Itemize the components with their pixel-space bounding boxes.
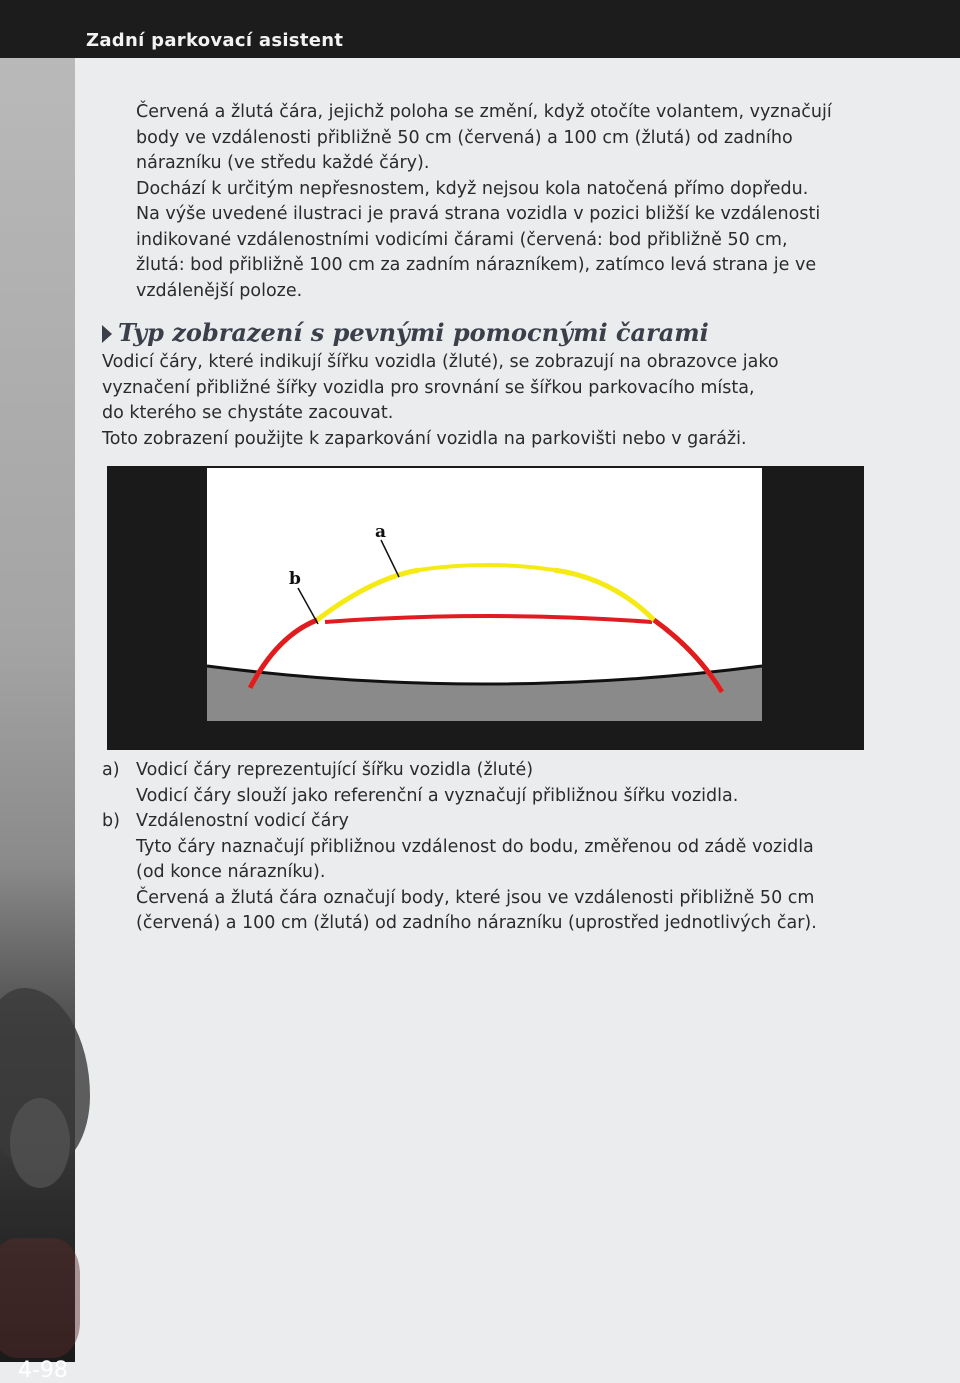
paragraph-line: nárazníku (ve středu každé čáry). xyxy=(136,153,430,173)
sidebar-shape xyxy=(10,1098,70,1188)
paragraph-line: indikované vzdálenostními vodicími čárami (červená: bod přibližně 50 cm, xyxy=(136,229,788,250)
legend-item-a xyxy=(102,758,882,809)
section-heading xyxy=(102,318,882,347)
legend-title: Vodicí čáry reprezentující šířku vozidla (žluté) xyxy=(136,760,534,780)
intro-line: Vodicí čáry, které indikují šířku vozidla (žluté), se zobrazují na obrazovce jako xyxy=(102,352,779,372)
figure-legend xyxy=(102,758,882,937)
legend-line: (červená) a 100 cm (žlutá) od zadního nárazníku (uprostřed jednotlivých čar). xyxy=(136,913,817,933)
body-paragraph xyxy=(136,100,866,304)
section-heading-text: Typ zobrazení s pevnými pomocnými čarami xyxy=(118,318,709,347)
intro-line: Toto zobrazení použijte k zaparkování vozidla na parkovišti nebo v garáži. xyxy=(102,428,747,449)
paragraph-line: vzdálenější poloze. xyxy=(136,280,303,301)
header-title: Zadní parkovací asistent xyxy=(86,30,344,51)
legend-key: b) xyxy=(102,811,120,831)
sidebar-photo-strip xyxy=(0,58,75,1383)
legend-item-b xyxy=(102,809,882,937)
page-header xyxy=(0,0,960,58)
section-intro xyxy=(102,350,882,452)
camera-view-illustration xyxy=(107,466,864,750)
paragraph-line: Červená a žlutá čára, jejichž poloha se změní, když otočíte volantem, vyznačují xyxy=(136,102,832,122)
paragraph-line: body ve vzdálenosti přibližně 50 cm (červená) a 100 cm (žlutá) od zadního xyxy=(136,127,793,148)
camera-view-svg xyxy=(107,466,864,750)
paragraph-line: žlutá: bod přibližně 100 cm za zadním nárazníkem), zatímco levá strana je ve xyxy=(136,255,817,275)
sidebar-shape xyxy=(0,1238,80,1358)
paragraph-line: Dochází k určitým nepřesnostem, když nejsou kola natočená přímo dopředu. xyxy=(136,178,809,199)
legend-key: a) xyxy=(102,760,120,780)
intro-line: do kterého se chystáte zacouvat. xyxy=(102,403,394,423)
page-number: 4-98 xyxy=(18,1358,68,1383)
label-a: a xyxy=(375,522,387,542)
legend-line: Červená a žlutá čára označují body, které jsou ve vzdálenosti přibližně 50 cm xyxy=(136,887,815,908)
legend-title: Vzdálenostní vodicí čáry xyxy=(136,811,349,831)
intro-line: vyznačení přibližné šířky vozidla pro srovnání se šířkou parkovacího místa, xyxy=(102,377,755,398)
legend-line: (od konce nárazníku). xyxy=(136,862,326,882)
label-b: b xyxy=(289,569,301,589)
legend-line: Tyto čáry naznačují přibližnou vzdálenost do bodu, změřenou od zádě vozidla xyxy=(136,836,814,857)
paragraph-line: Na výše uvedené ilustraci je pravá strana vozidla v pozici bližší ke vzdálenosti xyxy=(136,204,821,224)
legend-line: Vodicí čáry slouží jako referenční a vyznačují přibližnou šířku vozidla. xyxy=(136,785,739,806)
section-marker-icon xyxy=(102,325,112,343)
